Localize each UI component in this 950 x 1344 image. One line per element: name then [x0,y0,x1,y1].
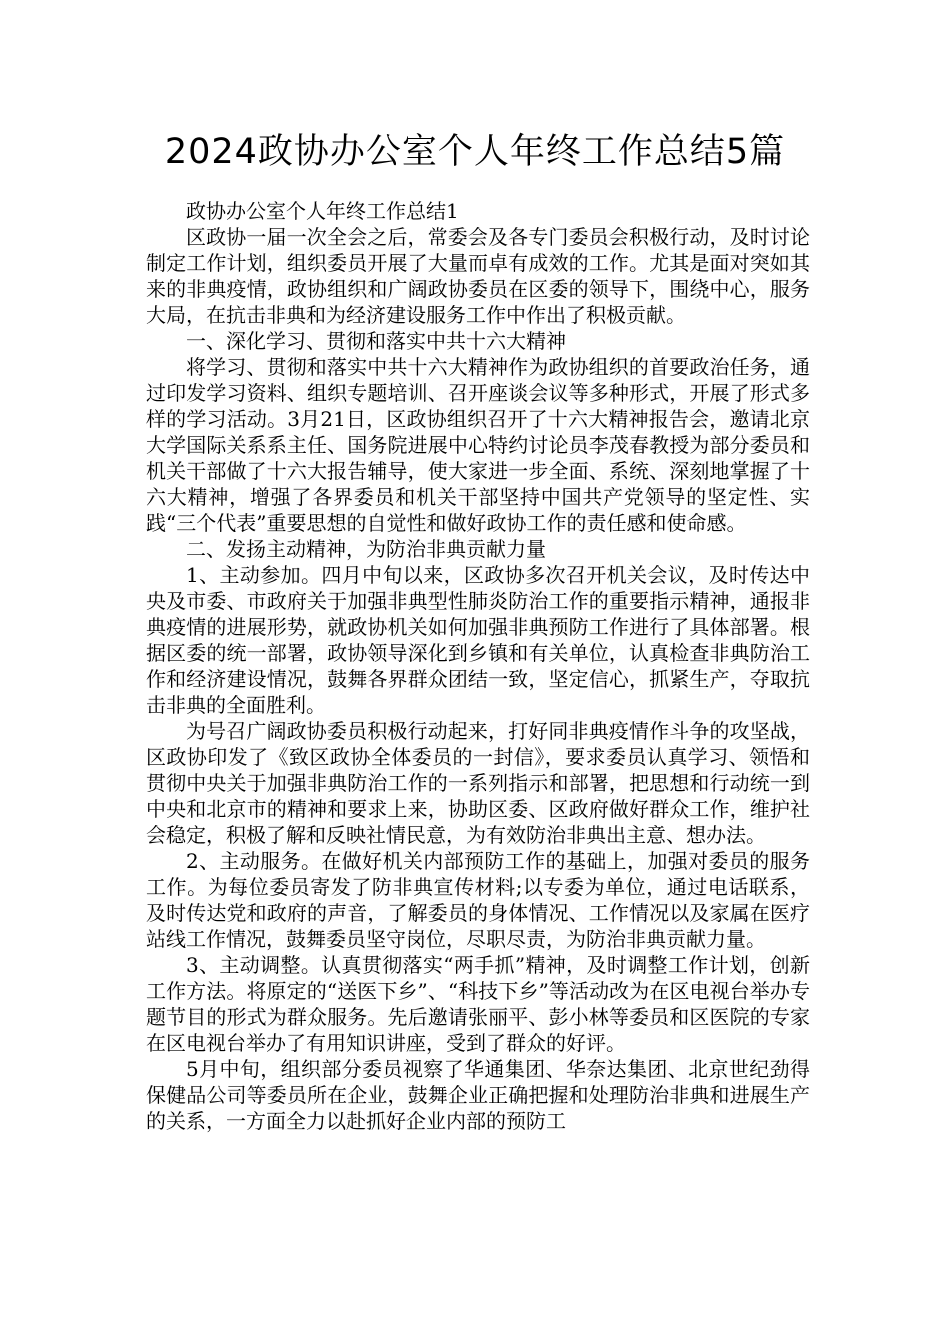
intro-paragraph: 区政协一届一次全会之后，常委会及各专门委员会积极行动，及时讨论制定工作计划，组织委员开展了大量而卓有成效的工作。尤其是面对突如其来的非典疫情，政协组织和广阔政协委员在区委的领导下，围绕中心，服务大局，在抗击非典和为经济建设服务工作中作出了积极贡献。 [146,225,810,327]
body-paragraph: 2、主动服务。在做好机关内部预防工作的基础上，加强对委员的服务工作。为每位委员寄发了防非典宣传材料;以专委为单位，通过电话联系，及时传达党和政府的声音，了解委员的身体情况、工作情况以及家属在医疗站线工作情况，鼓舞委员坚守岗位，尽职尽责，为防治非典贡献力量。 [146,849,810,951]
body-paragraph: 5月中旬，组织部分委员视察了华通集团、华奈达集团、北京世纪劲得保健品公司等委员所在企业，鼓舞企业正确把握和处理防治非典和进展生产的关系，一方面全力以赴抓好企业内部的预防工 [146,1057,810,1133]
section-heading-2: 二、发扬主动精神，为防治非典贡献力量 [186,537,546,561]
body-paragraph: 为号召广阔政协委员积极行动起来，打好同非典疫情作斗争的攻坚战，区政协印发了《致区政协全体委员的一封信》，要求委员认真学习、领悟和贯彻中央关于加强非典防治工作的一系列指示和部署，把思想和行动统一到中央和北京市的精神和要求上来，协助区委、区政府做好群众工作，维护社会稳定，积极了解和反映社情民意，为有效防治非典出主意、想办法。 [146,719,810,847]
body-paragraph: 将学习、贯彻和落实中共十六大精神作为政协组织的首要政治任务，通过印发学习资料、组织专题培训、召开座谈会议等多种形式，开展了形式多样的学习活动。3月21日，区政协组织召开了十六大精神报告会，邀请北京大学国际关系系主任、国务院进展中心特约讨论员李茂春教授为部分委员和机关干部做了十六大报告辅导，使大家进一步全面、系统、深刻地掌握了十六大精神，增强了各界委员和机关干部坚持中国共产党领导的坚定性、实践“三个代表”重要思想的自觉性和做好政协工作的责任感和使命感。 [146,355,810,535]
subtitle-paragraph: 政协办公室个人年终工作总结1 [186,199,459,223]
document-title: 2024政协办公室个人年终工作总结5篇 [164,132,786,172]
body-paragraph: 3、主动调整。认真贯彻落实“两手抓”精神，及时调整工作计划，创新工作方法。将原定的“送医下乡”、“科技下乡”等活动改为在区电视台举办专题节目的形式为群众服务。先后邀请张丽平、彭小林等委员和区医院的专家在区电视台举办了有用知识讲座，受到了群众的好评。 [146,953,810,1055]
section-heading-1: 一、深化学习、贯彻和落实中共十六大精神 [186,329,566,353]
document-body [146,198,810,1134]
body-paragraph: 1、主动参加。四月中旬以来，区政协多次召开机关会议，及时传达中央及市委、市政府关于加强非典型性肺炎防治工作的重要指示精神，通报非典疫情的进展形势，就政协机关如何加强非典预防工作进行了具体部署。根据区委的统一部署，政协领导深化到乡镇和有关单位，认真检查非典防治工作和经济建设情况，鼓舞各界群众团结一致，坚定信心，抓紧生产，夺取抗击非典的全面胜利。 [146,563,810,717]
